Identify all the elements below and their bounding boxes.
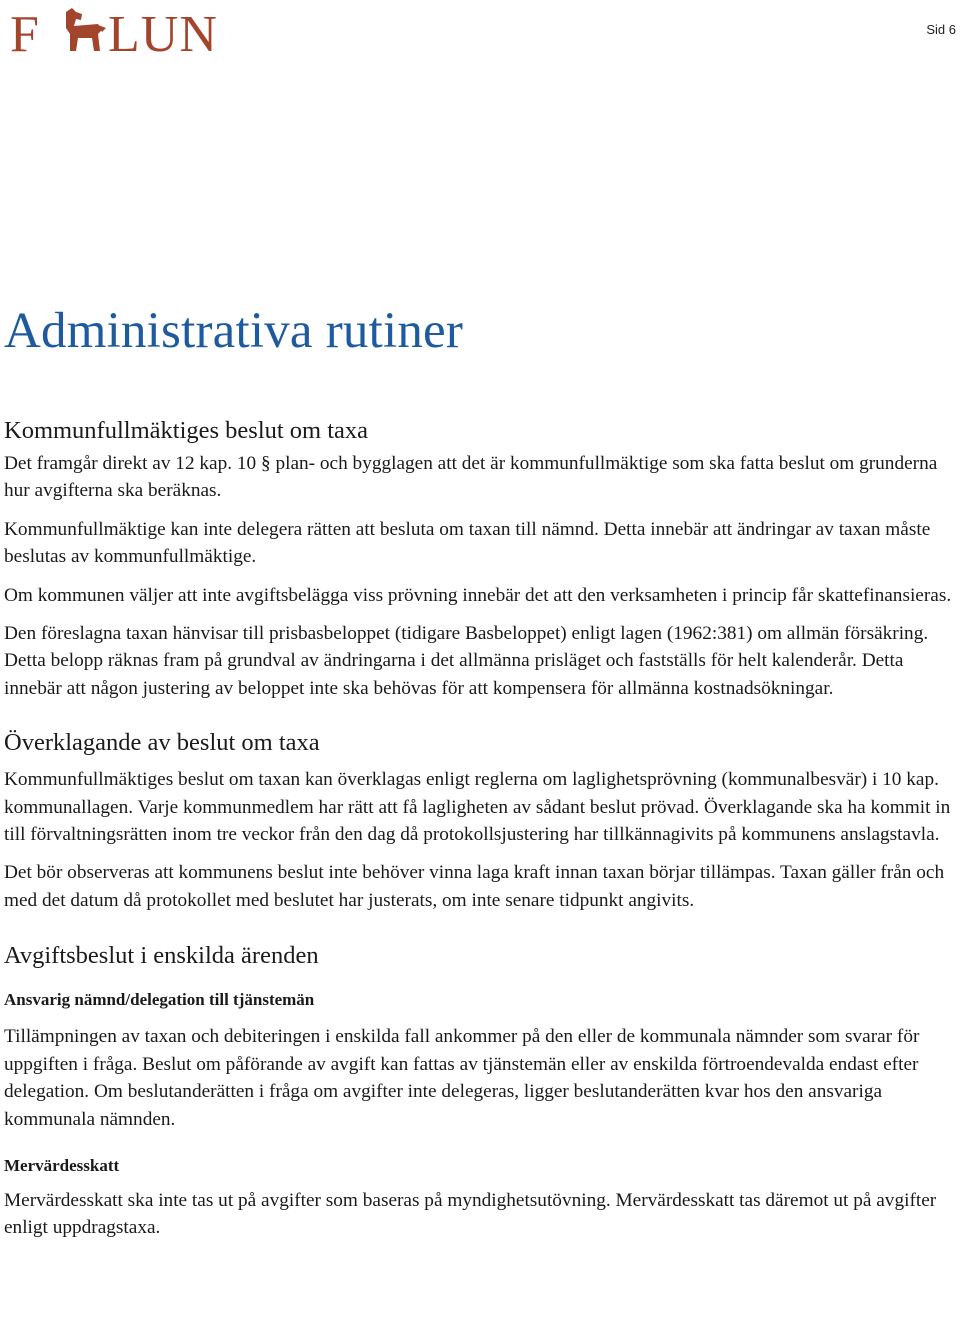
dala-horse-icon (66, 8, 106, 51)
paragraph: Mervärdesskatt ska inte tas ut på avgifter som baseras på myndighetsutövning. Mervärdesskatt tas däremot ut på avgifter enligt uppdragstaxa. (4, 1189, 937, 1239)
section-heading-avgiftsbeslut: Avgiftsbeslut i enskilda ärenden (4, 942, 319, 970)
logo-letter-f: F (10, 6, 39, 56)
subheading-ansvarig-namnd: Ansvarig nämnd/delegation till tjänstemän (4, 990, 315, 1010)
paragraph: Kommunfullmäktiges beslut om taxan kan överklagas enligt reglerna om laglighetsprövning (kommunalbesvär) i 10 kap. kommunallagen. Varje kommunmedlem har rätt att få lagligheten av sådant beslut prövad. Överklagande ska ha kommit in till förvaltningsrätten inom tre veckor från den dag då protokollsjustering har tillkännagivits på kommunens anslagstavla. (4, 769, 951, 846)
section-heading-taxa-beslut: Kommunfullmäktiges beslut om taxa (4, 417, 369, 444)
paragraph: Kommunfullmäktige kan inte delegera rätten att besluta om taxan till nämnd. Detta innebär att ändringar av taxan måste beslutas av kommunfullmäktige. (4, 518, 931, 568)
paragraph: Den föreslagna taxan hänvisar till prisbasbeloppet (tidigare Basbeloppet) enligt lagen (1962:381) om allmän försäkring. Detta belopp räknas fram på grundval av ändringarna i det allmänna prisläget och fastställs för helt kalenderår. Detta innebär att någon justering av beloppet inte ska behövas för att kompensera för allmänna kostnadsökningar. (4, 623, 929, 699)
logo-letters-lun: LUN (108, 6, 218, 56)
paragraph: Det bör observeras att kommunens beslut inte behöver vinna laga kraft innan taxan börjar tillämpas. Taxan gäller från och med det datum då protokollet med beslutet har justerats, om inte senare tidpunkt angivits. (4, 862, 945, 911)
paragraph: Tillämpningen av taxan och debiteringen i enskilda fall ankommer på den eller de kommunala nämnder som svarar för uppgiften i fråga. Beslut om påförande av avgift kan fattas av tjänstemän eller av enskilda förtroendevalda endast efter delegation. Om beslutanderätten i fråga om avgifter inte delegeras, ligger beslutanderätten kvar hos den ansvariga kommunala nämnden. (4, 1026, 920, 1130)
paragraph: Det framgår direkt av 12 kap. 10 § plan- och bygglagen att det är kommunfullmäktige som ska fatta beslut om grunderna hur avgifterna ska beräknas. (4, 453, 938, 502)
document-body (4, 414, 956, 1242)
section-heading-overklagande: Överklagande av beslut om taxa (4, 729, 320, 757)
subheading-mervardesskatt: Mervärdesskatt (4, 1155, 120, 1175)
page-number: Sid 6 (926, 22, 956, 37)
paragraph: Om kommunen väljer att inte avgiftsbelägga viss prövning innebär det att den verksamheten i princip får skattefinansieras. (4, 584, 952, 606)
document-title: Administrativa rutiner (4, 303, 464, 359)
falun-logo (10, 4, 254, 56)
